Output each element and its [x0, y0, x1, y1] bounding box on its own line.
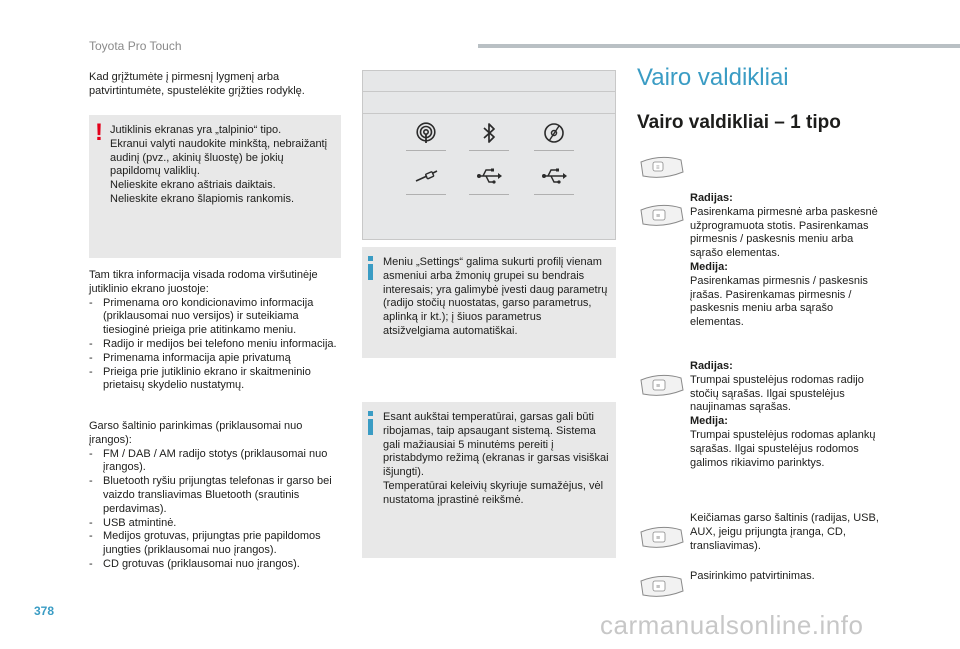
watermark: carmanualsonline.info [600, 610, 864, 640]
intro-text: Kad grįžtumėte į pirmesnį lygmenį arba patvirtintumėte, spustelėkite grįžties rodyklę. [89, 71, 305, 97]
control-description: Pasirinkimo patvirtinimas. [690, 570, 815, 582]
header-bar [478, 44, 960, 48]
list-item: - FM / DAB / AM radijo stotys (priklausomai nuo įrangos). [89, 448, 341, 476]
list-item: - CD grotuvas (priklausomai nuo įrangos). [89, 558, 341, 572]
list-item: - USB atmintinė. [89, 517, 341, 531]
svg-text:≡: ≡ [656, 213, 661, 220]
bluetooth-icon [473, 119, 505, 147]
source-screen-illustration [362, 70, 616, 240]
info-bar-section [89, 269, 341, 393]
section-subtitle: Vairo valdikliai – 1 tipo [637, 112, 841, 133]
warning-line: Nelieskite ekrano šlapiomis rankomis. [110, 192, 295, 205]
steering-control-icon [637, 571, 685, 601]
aux-jack-icon [410, 162, 442, 190]
header-title: Toyota Pro Touch [89, 39, 182, 53]
section-title: Vairo valdikliai [637, 64, 789, 91]
list-item: - Primenama informacija apie privatumą [89, 352, 341, 366]
steering-control-icon [637, 522, 685, 552]
page-number: 378 [34, 604, 55, 618]
warning-box [89, 115, 341, 258]
control-description: Radijas: Trumpai spustelėjus rodomas radijo stočių sąrašas. Ilgai spustelėjus naujinamas sąrašas. Medija: Trumpai spustelėjus rodomas aplankų sąrašas. Ilgai spustelėjus rodomos galimos rikiavimo parinktys. [690, 360, 876, 469]
list-item: - Radijo ir medijos bei telefono meniu informacija. [89, 338, 341, 352]
info-text: Meniu „Settings“ galima sukurti profilį vienam asmeniui arba žmonių grupei su bendrais interesais; yra galimybė įvesti daug parametrų (radijo stočių nuostatas, garso parametrus, aplinką ir kt.); į šiuos parametrus atsižvelgiama automatiškai. [383, 256, 608, 337]
list-item: - Bluetooth ryšiu prijungtas telefonas ir garso bei vaizdo transliavimas Bluetooth (srautinis perdavimas). [89, 475, 341, 516]
cd-icon [538, 119, 570, 147]
svg-text:≡: ≡ [656, 535, 661, 542]
steering-wheel-icon [637, 152, 685, 182]
warning-line: Jutiklinis ekranas yra „talpinio“ tipo. [110, 124, 282, 136]
info-bar-list [89, 297, 341, 394]
info-icon [368, 411, 373, 435]
warning-line: Nelieskite ekrano aštriais daiktais. [110, 179, 276, 192]
radio-icon [410, 119, 442, 147]
info-bar-intro: Tam tikra informacija visada rodoma viršutinėje jutiklinio ekrano juostoje: [89, 269, 318, 295]
list-item: - Primenama oro kondicionavimo informacija (priklausomai nuo versijos) ir suteikiama tiesioginė prieiga prie atitinkamo meniu. [89, 297, 341, 338]
control-description: Keičiamas garso šaltinis (radijas, USB, AUX, jeigu prijungta įranga, CD, transliavimas). [690, 512, 879, 552]
usb-icon [473, 162, 505, 190]
source-list [89, 448, 341, 572]
info-text: Esant aukštai temperatūrai, garsas gali būti ribojamas, taip apsaugant sistemą. Sistema gali mažiausiai 5 minutėms pereiti į pristabdymo režimą (ekranas ir garsas visiškai išjungti). [383, 411, 609, 479]
steering-control-icon [637, 370, 685, 400]
list-item: - Medijos grotuvas, prijungtas prie papildomos jungties (priklausomai nuo įrangos). [89, 530, 341, 558]
usb-icon [538, 162, 570, 190]
warning-icon: ! [95, 119, 103, 146]
steering-control-icon [637, 200, 685, 230]
info-icon [368, 256, 373, 280]
source-section [89, 420, 341, 572]
svg-text:≡: ≡ [656, 165, 660, 171]
svg-text:≡: ≡ [656, 584, 661, 591]
info-box-settings [362, 247, 616, 358]
control-description: Radijas: Pasirenkama pirmesnė arba paskesnė užprogramuota stotis. Pasirenkamas pirmesnis / paskesnis meniu arba sąrašo elementas. Medija: Pasirenkamas pirmesnis / paskesnis įrašas. Pasirenkamas pirmesnis / paskesnis meniu arba sąrašo elementas. [690, 192, 878, 329]
list-item: - Prieiga prie jutiklinio ekrano ir skaitmeninio prietaisų skydelio nustatymų. [89, 366, 341, 394]
source-intro: Garso šaltinio parinkimas (priklausomai nuo įrangos): [89, 420, 303, 446]
warning-line: Ekranui valyti naudokite minkštą, nebraižantį audinį (pvz., akinių šluostę) be jokių papildomų valiklių. [110, 137, 328, 178]
info-box-temperature [362, 402, 616, 558]
svg-text:≡: ≡ [656, 383, 661, 390]
info-text: Temperatūrai keleivių skyriuje sumažėjus, vėl nustatoma įprastinė reikšmė. [383, 479, 604, 506]
